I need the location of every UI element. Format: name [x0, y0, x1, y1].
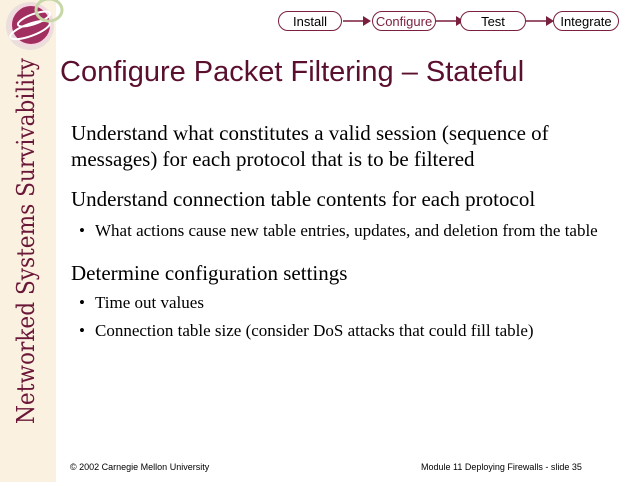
nav-step-test[interactable]: Test	[460, 11, 526, 31]
globe-logo-icon	[0, 0, 66, 58]
bullet-text: Connection table size (consider DoS attacks that could fill table)	[95, 321, 534, 340]
bullet-level2	[71, 220, 616, 242]
bullet-level1: Understand connection table contents for each protocol	[71, 187, 536, 211]
bullet-dot-icon: •	[79, 321, 85, 340]
slide-title: Configure Packet Filtering – Stateful	[60, 56, 525, 88]
bullet-level1: Determine configuration settings	[71, 261, 348, 285]
bullet-dot-icon: •	[79, 293, 85, 312]
nav-step-integrate[interactable]: Integrate	[553, 11, 619, 31]
nav-step-configure[interactable]: Configure	[372, 11, 436, 31]
vertical-title	[4, 52, 44, 432]
arrow-right-icon	[526, 15, 554, 27]
process-nav	[270, 8, 640, 36]
slide-body	[71, 120, 616, 356]
bullet-dot-icon: •	[79, 221, 85, 240]
bullet-text: Time out values	[95, 293, 204, 312]
arrow-right-icon	[343, 15, 371, 27]
bullet-level2	[71, 292, 616, 314]
footer-copyright: © 2002 Carnegie Mellon University	[70, 462, 210, 472]
nav-step-install[interactable]: Install	[278, 11, 342, 31]
bullet-level1: Understand what constitutes a valid session (sequence of messages) for each protocol that is to be filtered	[71, 121, 549, 171]
bullet-level2	[71, 320, 616, 342]
footer-slide-ref: Module 11 Deploying Firewalls - slide 35	[421, 462, 582, 472]
vertical-title-text: Networked Systems Survivability	[12, 52, 40, 424]
bullet-text: What actions cause new table entries, updates, and deletion from the table	[95, 221, 598, 240]
